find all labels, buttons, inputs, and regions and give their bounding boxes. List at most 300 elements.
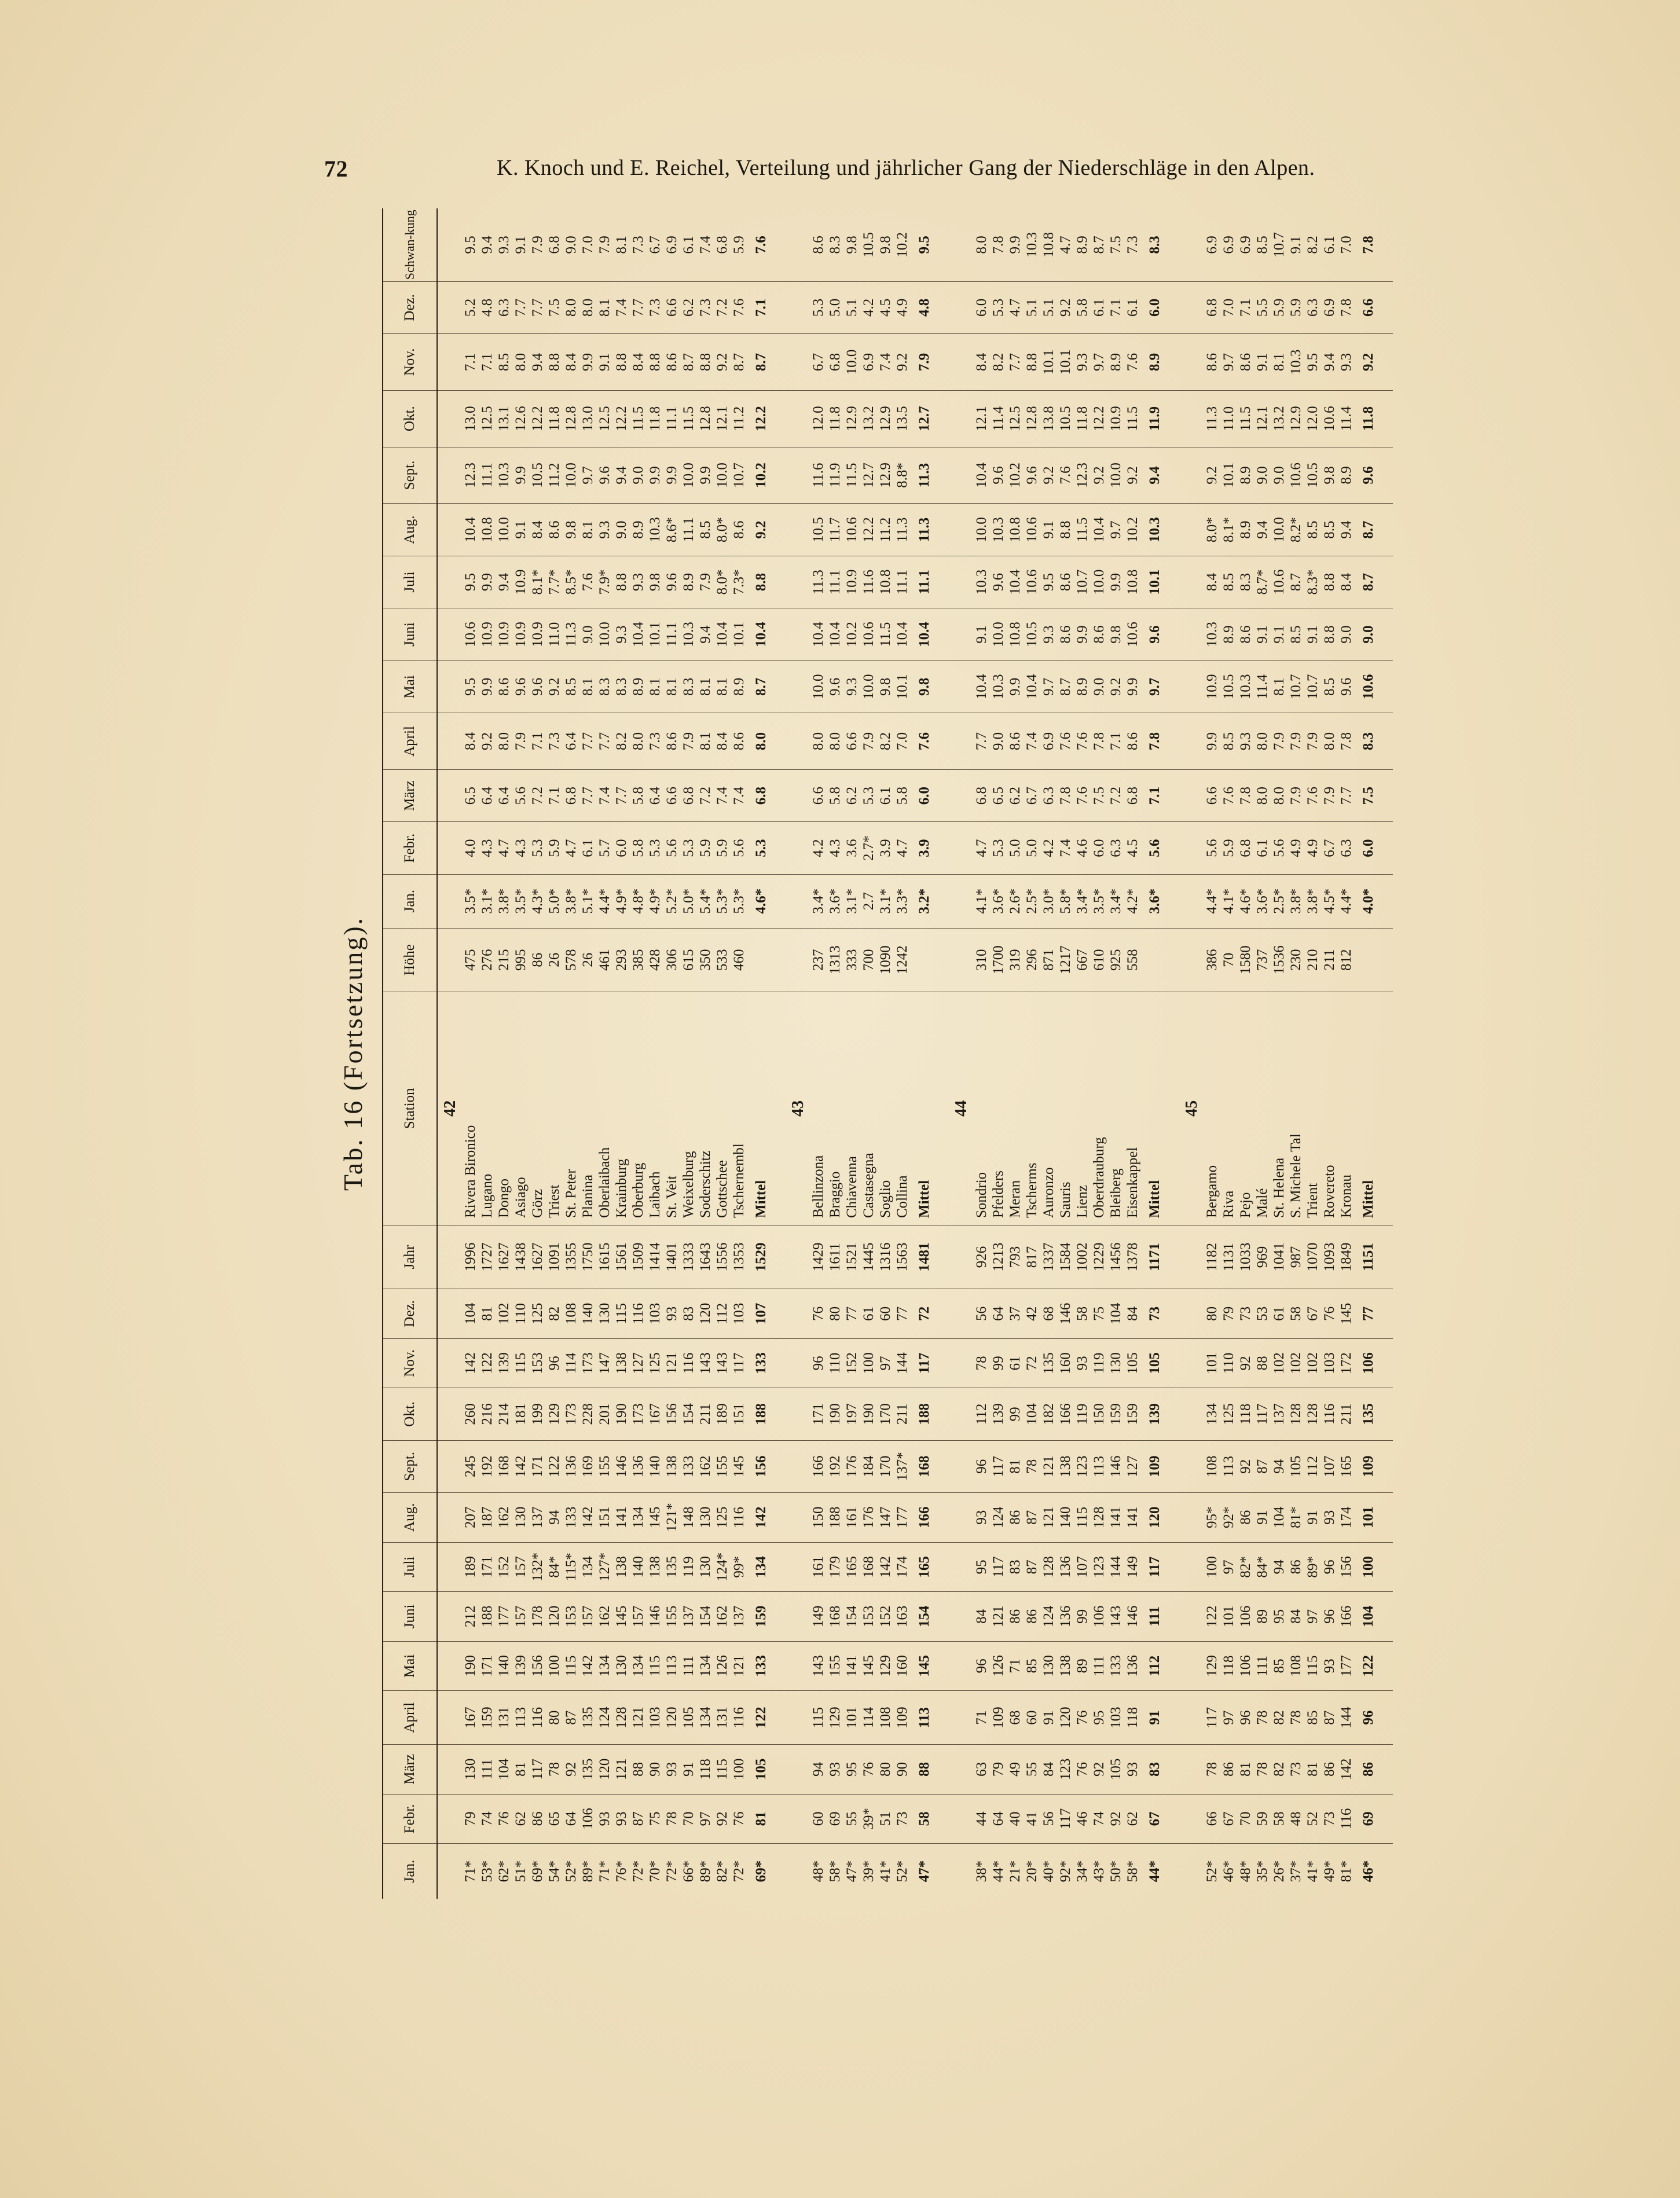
table-cell: 7.3 [630,208,647,281]
table-cell: 216 [479,1388,496,1440]
table-cell: 188 [827,1493,843,1543]
table-cell: 4.5 [877,281,894,333]
table-cell: 46 [1074,1794,1091,1844]
table-cell: 61 [1007,1338,1024,1388]
table-cell: 125 [647,1338,663,1388]
table-cell: 10.3 [496,447,512,504]
table-cell [1179,608,1204,660]
table-cell: 86 [1024,1592,1040,1642]
table-cell: 166 [911,1493,937,1543]
table-cell: 1002 [1074,1225,1091,1289]
station-name: Mittel [1141,992,1168,1225]
table-row [596,208,613,1899]
table-cell: 151 [731,1388,747,1440]
table-row [1338,208,1355,1899]
table-cell: 46* [1221,1860,1237,1883]
station-height: 1700 [990,928,1007,992]
table-cell [1179,822,1204,874]
table-cell: 141 [1107,1493,1124,1543]
table-cell: 8.8* [894,447,911,504]
table-cell: 162 [496,1493,512,1543]
table-cell: 60 [877,1289,894,1339]
column-header: Juni [383,608,437,660]
table-cell: 11.5 [1124,390,1141,447]
table-cell: 7.3 [1124,208,1141,281]
table-cell: 10.1 [647,608,663,660]
table-cell: 214 [496,1388,512,1440]
table-cell: 8.6 [546,504,563,556]
table-cell [1168,928,1179,992]
table-cell: 103 [731,1289,747,1339]
table-cell: 173 [630,1388,647,1440]
table-cell: 4.6 [1074,822,1091,874]
station-height: 1580 [1237,928,1254,992]
table-cell: 128 [1287,1388,1304,1440]
table-cell: 105 [1287,1440,1304,1492]
table-cell: 1611 [827,1225,843,1289]
table-cell: 8.4 [529,504,546,556]
table-cell: 1353 [731,1225,747,1289]
table-cell: 5.3 [990,281,1007,333]
table-cell: 100 [1204,1542,1220,1592]
column-header: Höhe [383,928,437,992]
table-cell: 122 [1204,1592,1220,1642]
table-cell: 132* [529,1542,546,1592]
table-cell: 109 [1355,1440,1381,1492]
column-header: Aug. [383,1493,437,1543]
table-cell [786,281,810,333]
table-cell: 92* [1220,1493,1237,1543]
table-cell: 9.4 [529,334,546,391]
table-cell: 12.8 [697,390,714,447]
table-cell: 7.9 [1287,713,1304,770]
station-name: Mittel [1355,992,1381,1225]
table-cell [774,334,786,391]
table-cell: 92 [1237,1440,1254,1492]
table-cell: 13.8 [1040,390,1057,447]
table-cell: 11.1 [894,556,911,608]
table-cell: 121* [663,1493,680,1543]
table-cell: 1033 [1237,1225,1254,1289]
table-cell: 7.1 [546,769,563,821]
table-cell [1179,1440,1204,1492]
table-cell: 6.8 [973,769,990,821]
table-cell [949,390,973,447]
table-cell: 6.3 [496,281,512,333]
table-cell: 5.0 [1007,822,1024,874]
table-cell: 2.5* [1271,874,1287,928]
table-row [630,208,647,1899]
table-cell: 987 [1287,1225,1304,1289]
table-cell: 4.2* [1124,874,1141,928]
table-cell: 9.3 [843,660,860,713]
table-cell: 5.3 [810,281,827,333]
column-header: Febr. [383,1794,437,1844]
table-cell [1381,713,1393,770]
table-cell: 58 [1287,1289,1304,1339]
table-cell: 67 [1304,1289,1321,1339]
table-cell: 145 [647,1493,663,1543]
table-cell: 11.2 [877,504,894,556]
table-cell: 62 [512,1794,529,1844]
table-cell: 111 [680,1641,697,1691]
table-cell [786,1493,810,1543]
table-cell: 76 [496,1794,512,1844]
table-cell: 67 [1220,1794,1237,1844]
table-cell: 9.3 [1040,608,1057,660]
table-cell: 84 [973,1592,990,1642]
table-cell: 7.6 [747,208,774,281]
table-cell: 11.3 [563,608,579,660]
table-cell: 162 [596,1592,613,1642]
table-cell: 2.7 [860,874,877,928]
table-cell: 8.0* [1204,504,1220,556]
station-name: Rovereto [1321,992,1338,1225]
table-cell: 6.5 [990,769,1007,821]
table-cell: 5.8 [894,769,911,821]
table-cell: 10.4 [714,608,731,660]
table-cell: 9.4 [1254,504,1271,556]
table-cell: 133 [1107,1641,1124,1691]
table-cell: 154 [680,1388,697,1440]
table-cell: 13.2 [1271,390,1287,447]
table-cell: 6.0 [911,769,937,821]
table-cell [774,1440,786,1492]
table-cell: 10.5 [1220,660,1237,713]
table-cell: 138 [647,1542,663,1592]
column-header: Nov. [383,1338,437,1388]
table-cell: 8.8 [1057,504,1074,556]
station-height: 737 [1254,928,1271,992]
table-cell: 87 [563,1691,579,1745]
table-cell: 8.7 [1091,208,1107,281]
table-cell: 96 [810,1338,827,1388]
table-cell: 8.7 [1057,660,1074,713]
table-cell: 1041 [1271,1225,1287,1289]
table-row [613,208,630,1899]
table-cell: 189 [462,1542,479,1592]
table-cell [1179,281,1204,333]
table-cell: 113 [1220,1440,1237,1492]
table-cell: 7.5 [1107,208,1124,281]
table-cell: 8.0 [973,208,990,281]
table-cell [786,822,810,874]
station-name: Gottschee [714,992,731,1225]
table-cell: 111 [1141,1592,1168,1642]
table-cell: 99 [990,1338,1007,1388]
table-cell: 95* [1204,1493,1220,1543]
table-cell: 5.8* [1057,874,1074,928]
table-row [647,208,663,1899]
table-cell: 88 [630,1745,647,1795]
table-cell: 92* [1058,1860,1073,1883]
table-cell: 8.0 [512,334,529,391]
table-cell [949,1592,973,1642]
table-cell: 9.9 [1107,556,1124,608]
station-name: Bleiberg [1107,992,1124,1225]
table-cell: 10.3 [1204,608,1220,660]
table-cell: 89 [1254,1592,1271,1642]
table-cell: 9.8 [911,660,937,713]
table-row [1124,208,1141,1899]
column-header: Nov. [383,334,437,391]
table-cell: 125 [529,1289,546,1339]
table-cell: 9.0 [1338,608,1355,660]
table-cell: 143 [810,1641,827,1691]
table-cell: 6.6 [1355,281,1381,333]
table-cell: 7.7 [973,713,990,770]
table-cell: 5.3 [990,822,1007,874]
table-cell [1381,874,1393,928]
table-cell: 8.6 [663,713,680,770]
station-height: 995 [512,928,529,992]
table-cell: 8.3 [1355,713,1381,770]
table-cell: 177 [496,1592,512,1642]
station-height: 386 [1204,928,1220,992]
table-cell [774,1641,786,1691]
table-cell [1381,769,1393,821]
table-cell [786,713,810,770]
table-row [1271,208,1287,1899]
station-height: 460 [731,928,747,992]
table-cell: 5.6 [1271,822,1287,874]
table-cell [1381,608,1393,660]
table-cell [1381,822,1393,874]
table-cell [949,608,973,660]
station-name: Tscherms [1024,992,1040,1225]
table-cell: 7.8 [1057,769,1074,821]
table-row [1057,208,1074,1899]
table-cell: 4.5* [1321,874,1338,928]
table-cell [437,713,462,770]
table-row [894,208,911,1899]
table-cell: 88 [1254,1338,1271,1388]
table-cell: 4.6* [1237,874,1254,928]
table-cell: 153 [529,1338,546,1388]
table-cell: 10.4 [973,447,990,504]
table-cell: 4.7 [563,822,579,874]
table-cell [437,447,462,504]
table-cell: 11.5 [630,390,647,447]
table-cell: 78 [663,1794,680,1844]
table-cell: 89* [580,1860,596,1883]
table-cell: 8.5 [1220,556,1237,608]
table-cell: 10.1 [1220,447,1237,504]
table-cell: 9.0 [1091,660,1107,713]
table-cell: 142 [579,1493,596,1543]
table-cell: 9.6 [1338,660,1355,713]
table-cell: 6.7 [1024,769,1040,821]
table-cell [437,1440,462,1492]
table-cell: 9.5 [462,556,479,608]
table-cell: 10.0 [990,608,1007,660]
station-name: Mittel [911,992,937,1225]
table-cell: 11.1 [680,504,697,556]
table-cell: 46* [1360,1860,1376,1883]
table-cell: 11.0 [1220,390,1237,447]
table-cell: 187 [479,1493,496,1543]
table-cell: 141 [1124,1493,1141,1543]
table-cell: 10.3 [1141,504,1168,556]
table-cell: 86 [1321,1745,1338,1795]
table-cell: 135 [579,1691,596,1745]
table-cell: 10.9 [1107,390,1124,447]
table-cell: 106 [1237,1641,1254,1691]
table-cell: 89* [698,1860,713,1883]
table-cell: 6.1 [1124,281,1141,333]
table-cell: 138 [663,1440,680,1492]
table-cell: 12.0 [1304,390,1321,447]
table-cell: 107 [1074,1542,1091,1592]
table-cell: 6.4 [496,769,512,821]
table-cell: 76 [1074,1745,1091,1795]
group-spacer [1381,208,1393,1899]
table-cell: 1727 [479,1225,496,1289]
table-cell: 8.2* [1287,504,1304,556]
table-cell: 91 [1304,1493,1321,1543]
table-cell [1179,713,1204,770]
table-cell: 94 [810,1745,827,1795]
table-cell: 100 [731,1745,747,1795]
table-cell: 83 [680,1289,697,1339]
table-cell: 8.6 [1237,608,1254,660]
table-cell: 9.8 [1321,447,1338,504]
table-cell: 4.1* [973,874,990,928]
table-cell: 101 [1220,1592,1237,1642]
column-header: Aug. [383,504,437,556]
table-cell: 12.6 [512,390,529,447]
table-cell: 58* [1125,1860,1140,1883]
table-cell [949,1641,973,1691]
table-cell [786,660,810,713]
table-row [1107,208,1124,1899]
table-cell: 6.8 [1124,769,1141,821]
table-cell [786,390,810,447]
table-cell: 143 [697,1338,714,1388]
table-cell: 1229 [1091,1225,1107,1289]
table-cell: 97 [877,1338,894,1388]
table-cell: 9.9 [1204,713,1220,770]
table-cell: 10.7 [1074,556,1091,608]
table-cell: 145 [911,1641,937,1691]
table-cell [774,281,786,333]
table-cell: 115 [1304,1641,1321,1691]
table-cell: 130 [613,1641,630,1691]
table-cell: 7.8 [1338,281,1355,333]
table-cell [774,822,786,874]
table-cell: 4.9* [647,874,663,928]
table-cell [1381,1542,1393,1592]
table-cell: 61 [1271,1289,1287,1339]
table-cell: 7.7 [1007,334,1024,391]
table-cell [937,504,949,556]
table-cell: 10.0 [843,334,860,391]
table-cell [774,769,786,821]
table-cell: 148 [680,1493,697,1543]
column-header: Dez. [383,281,437,333]
table-cell: 75 [647,1794,663,1844]
table-cell: 3.8* [563,874,579,928]
table-cell: 159 [1124,1388,1141,1440]
table-cell: 44* [1146,1860,1162,1883]
table-cell [774,556,786,608]
station-height: 26 [579,928,596,992]
table-cell: 92 [1091,1745,1107,1795]
table-row [860,208,877,1899]
table-cell [937,1691,949,1745]
table-cell: 11.6 [810,447,827,504]
table-cell: 112 [714,1289,731,1339]
table-cell: 12.3 [462,447,479,504]
table-cell: 3.4* [1107,874,1124,928]
table-cell: 129 [1204,1641,1220,1691]
table-cell: 140 [579,1289,596,1339]
table-cell: 121 [613,1745,630,1795]
station-name: Görz [529,992,546,1225]
station-height: 533 [714,928,731,992]
table-cell: 176 [843,1440,860,1492]
table-cell: 9.4 [1141,447,1168,504]
table-cell: 134 [697,1641,714,1691]
table-cell [1168,1338,1179,1388]
table-cell: 7.2 [714,281,731,333]
table-cell: 9.7 [1040,660,1057,713]
table-cell [1168,1542,1179,1592]
table-cell: 9.2 [1107,660,1124,713]
table-cell: 3.1* [843,874,860,928]
table-cell: 5.8 [827,769,843,821]
table-cell [1179,1493,1204,1543]
station-height: 1313 [827,928,843,992]
table-cell: 133 [747,1641,774,1691]
table-cell: 9.2 [894,334,911,391]
table-cell [1179,208,1204,281]
table-cell: 9.2 [1057,281,1074,333]
table-cell: 7.3 [647,281,663,333]
table-row [1254,208,1271,1899]
table-cell [774,1289,786,1339]
table-row [1237,208,1254,1899]
table-cell: 113 [663,1641,680,1691]
table-cell: 52* [1204,1860,1220,1883]
table-cell: 8.2 [990,334,1007,391]
station-height: 296 [1024,928,1040,992]
table-cell: 5.5 [1254,281,1271,333]
table-cell: 8.0 [1321,713,1338,770]
table-cell: 8.3* [1304,556,1321,608]
station-name: Rivera Bironico [462,992,479,1225]
table-cell [1381,1338,1393,1388]
table-cell: 8.1 [1271,660,1287,713]
table-cell [1381,447,1393,504]
table-cell: 12.1 [1254,390,1271,447]
table-cell: 9.4 [1338,504,1355,556]
table-cell: 10.8 [1007,504,1024,556]
table-cell: 109 [894,1691,911,1745]
table-cell: 8.6 [731,713,747,770]
table-cell: 1429 [810,1225,827,1289]
table-cell: 147 [596,1338,613,1388]
table-cell: 3.6* [1141,874,1168,928]
table-row [714,208,731,1899]
table-cell: 120 [546,1592,563,1642]
table-cell: 155 [596,1440,613,1492]
table-cell: 4.8 [479,281,496,333]
table-cell [1179,447,1204,504]
table-cell [786,504,810,556]
table-cell: 8.6 [1124,713,1141,770]
table-cell: 140 [496,1641,512,1691]
